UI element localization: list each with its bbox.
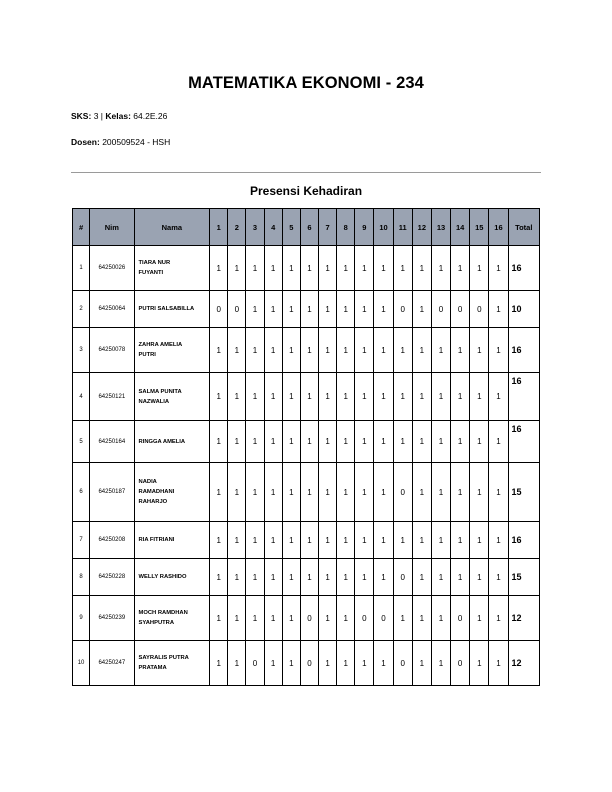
attendance-mark: 1	[451, 328, 470, 373]
attendance-mark: 1	[282, 559, 300, 596]
attendance-mark: 1	[210, 641, 228, 686]
attendance-mark: 1	[228, 246, 246, 291]
attendance-mark: 1	[210, 421, 228, 463]
attendance-mark: 1	[246, 373, 264, 421]
attendance-mark: 0	[393, 641, 412, 686]
attendance-mark: 1	[431, 641, 450, 686]
attendance-mark: 1	[489, 291, 508, 328]
attendance-mark: 1	[431, 596, 450, 641]
nim-cell: 64250239	[90, 596, 134, 641]
name-line: RAMADHANI	[138, 489, 175, 495]
table-row	[73, 641, 540, 686]
attendance-mark: 1	[300, 291, 318, 328]
column-header: 10	[374, 209, 393, 246]
attendance-mark: 1	[282, 291, 300, 328]
attendance-mark: 1	[451, 522, 470, 559]
table-row	[73, 463, 540, 522]
attendance-mark: 1	[393, 328, 412, 373]
total-cell: 16	[508, 522, 539, 559]
attendance-mark: 1	[431, 373, 450, 421]
name-cell	[134, 641, 210, 686]
attendance-mark: 0	[210, 291, 228, 328]
nim-cell: 64250247	[90, 641, 134, 686]
nim-cell: 64250121	[90, 373, 134, 421]
lecturer-info	[71, 137, 170, 147]
attendance-mark: 1	[337, 246, 355, 291]
name-line: PUTRI	[138, 352, 156, 358]
table-row	[73, 559, 540, 596]
table-row	[73, 246, 540, 291]
total-cell: 16	[508, 246, 539, 291]
name-line: RINGGA AMELIA	[138, 438, 186, 445]
name-line: SALMA PUNITA	[138, 388, 182, 395]
attendance-mark: 1	[337, 641, 355, 686]
attendance-mark: 1	[210, 559, 228, 596]
table-row	[73, 522, 540, 559]
attendance-mark: 1	[431, 421, 450, 463]
row-number: 8	[73, 559, 90, 596]
attendance-mark: 1	[489, 596, 508, 641]
attendance-mark: 1	[264, 641, 282, 686]
attendance-mark: 1	[264, 463, 282, 522]
table-row	[73, 421, 540, 463]
attendance-mark: 1	[412, 291, 431, 328]
nim-cell: 64250208	[90, 522, 134, 559]
attendance-mark: 1	[282, 641, 300, 686]
nim-cell: 64250064	[90, 291, 134, 328]
attendance-mark: 1	[337, 373, 355, 421]
attendance-mark: 1	[210, 246, 228, 291]
attendance-mark: 1	[412, 421, 431, 463]
attendance-mark: 1	[374, 522, 393, 559]
attendance-mark: 1	[451, 246, 470, 291]
attendance-mark: 0	[451, 641, 470, 686]
attendance-mark: 1	[451, 373, 470, 421]
attendance-mark: 1	[246, 291, 264, 328]
attendance-mark: 1	[228, 463, 246, 522]
attendance-mark: 1	[246, 522, 264, 559]
name-line: MOCH RAMDHAN	[138, 610, 188, 616]
attendance-mark: 1	[431, 522, 450, 559]
nim-cell: 64250187	[90, 463, 134, 522]
column-header: 3	[246, 209, 264, 246]
attendance-mark: 0	[470, 291, 489, 328]
attendance-mark: 0	[374, 596, 393, 641]
attendance-mark: 1	[300, 559, 318, 596]
name-cell	[134, 463, 210, 522]
row-number: 5	[73, 421, 90, 463]
attendance-mark: 1	[319, 463, 337, 522]
attendance-mark: 1	[264, 522, 282, 559]
attendance-mark: 1	[282, 328, 300, 373]
column-header: 2	[228, 209, 246, 246]
attendance-mark: 1	[470, 559, 489, 596]
total-cell: 16	[508, 421, 539, 463]
attendance-mark: 0	[300, 641, 318, 686]
attendance-mark: 1	[374, 421, 393, 463]
total-cell: 16	[508, 328, 539, 373]
attendance-mark: 1	[355, 246, 374, 291]
attendance-mark: 1	[319, 421, 337, 463]
attendance-mark: 1	[489, 421, 508, 463]
attendance-table	[72, 208, 540, 686]
table-row	[73, 373, 540, 421]
attendance-mark: 1	[300, 246, 318, 291]
divider	[71, 172, 541, 173]
column-header: 16	[489, 209, 508, 246]
attendance-mark: 1	[319, 328, 337, 373]
row-number: 6	[73, 463, 90, 522]
attendance-mark: 1	[431, 559, 450, 596]
attendance-mark: 1	[210, 373, 228, 421]
sks-label: SKS:	[71, 111, 92, 121]
row-number: 9	[73, 596, 90, 641]
attendance-mark: 1	[300, 373, 318, 421]
attendance-mark: 1	[412, 522, 431, 559]
attendance-mark: 1	[282, 246, 300, 291]
table-row	[73, 291, 540, 328]
attendance-mark: 1	[319, 641, 337, 686]
attendance-mark: 1	[470, 328, 489, 373]
attendance-mark: 1	[393, 522, 412, 559]
attendance-mark: 1	[210, 463, 228, 522]
name-line: NADIA	[138, 479, 157, 485]
total-cell: 15	[508, 463, 539, 522]
name-line: TIARA NUR	[138, 260, 171, 266]
attendance-mark: 1	[228, 421, 246, 463]
attendance-mark: 0	[355, 596, 374, 641]
row-number: 3	[73, 328, 90, 373]
attendance-mark: 1	[374, 559, 393, 596]
attendance-mark: 1	[282, 373, 300, 421]
attendance-mark: 0	[393, 291, 412, 328]
attendance-mark: 1	[300, 463, 318, 522]
attendance-mark: 0	[451, 291, 470, 328]
nim-cell: 64250026	[90, 246, 134, 291]
row-number: 4	[73, 373, 90, 421]
column-header: 12	[412, 209, 431, 246]
attendance-mark: 1	[489, 522, 508, 559]
attendance-mark: 1	[337, 291, 355, 328]
column-header: Nim	[90, 209, 134, 246]
attendance-mark: 1	[489, 559, 508, 596]
row-number: 10	[73, 641, 90, 686]
total-cell: 12	[508, 596, 539, 641]
column-header: 11	[393, 209, 412, 246]
name-line: PUTRI SALSABILLA	[138, 306, 195, 312]
attendance-mark: 1	[393, 246, 412, 291]
separator: |	[100, 111, 104, 121]
attendance-mark: 1	[470, 421, 489, 463]
attendance-mark: 1	[374, 291, 393, 328]
attendance-mark: 0	[393, 463, 412, 522]
attendance-mark: 1	[489, 373, 508, 421]
column-header: 1	[210, 209, 228, 246]
attendance-mark: 1	[489, 463, 508, 522]
attendance-mark: 1	[319, 373, 337, 421]
attendance-mark: 1	[355, 421, 374, 463]
attendance-mark: 1	[431, 246, 450, 291]
attendance-mark: 1	[246, 328, 264, 373]
total-cell: 15	[508, 559, 539, 596]
attendance-mark: 1	[393, 596, 412, 641]
name-line: RIA FITRIANI	[138, 537, 175, 543]
attendance-mark: 1	[319, 559, 337, 596]
attendance-mark: 1	[282, 522, 300, 559]
attendance-mark: 1	[412, 373, 431, 421]
attendance-mark: 1	[264, 559, 282, 596]
attendance-mark: 1	[319, 522, 337, 559]
attendance-mark: 1	[431, 328, 450, 373]
name-cell	[134, 328, 210, 373]
attendance-mark: 1	[264, 421, 282, 463]
attendance-mark: 1	[355, 559, 374, 596]
attendance-mark: 1	[319, 596, 337, 641]
attendance-mark: 1	[337, 596, 355, 641]
attendance-mark: 0	[300, 596, 318, 641]
row-number: 1	[73, 246, 90, 291]
attendance-mark: 1	[470, 463, 489, 522]
attendance-mark: 1	[246, 463, 264, 522]
kelas-label: Kelas:	[105, 111, 131, 121]
attendance-mark: 1	[355, 641, 374, 686]
attendance-mark: 1	[319, 291, 337, 328]
attendance-mark: 1	[451, 421, 470, 463]
table-row	[73, 328, 540, 373]
attendance-mark: 1	[412, 328, 431, 373]
attendance-mark: 1	[246, 559, 264, 596]
attendance-mark: 1	[374, 641, 393, 686]
attendance-mark: 1	[393, 421, 412, 463]
attendance-mark: 1	[355, 522, 374, 559]
attendance-mark: 1	[489, 641, 508, 686]
nim-cell: 64250078	[90, 328, 134, 373]
attendance-mark: 1	[264, 291, 282, 328]
attendance-mark: 1	[451, 559, 470, 596]
attendance-mark: 1	[300, 421, 318, 463]
column-header: #	[73, 209, 90, 246]
table-header-row	[73, 209, 540, 246]
attendance-mark: 1	[412, 559, 431, 596]
attendance-mark: 1	[412, 641, 431, 686]
name-line: ZAHRA AMELIA	[138, 342, 183, 348]
attendance-mark: 1	[264, 596, 282, 641]
table-row	[73, 596, 540, 641]
attendance-mark: 1	[374, 373, 393, 421]
name-cell	[134, 421, 210, 463]
dosen-label: Dosen:	[71, 137, 100, 147]
attendance-mark: 0	[451, 596, 470, 641]
name-cell	[134, 596, 210, 641]
attendance-mark: 1	[337, 421, 355, 463]
attendance-mark: 1	[319, 246, 337, 291]
attendance-mark: 1	[489, 328, 508, 373]
attendance-mark: 1	[470, 596, 489, 641]
attendance-mark: 1	[337, 559, 355, 596]
kelas-value: 64.2E.26	[133, 111, 168, 121]
column-header: 9	[355, 209, 374, 246]
attendance-mark: 1	[355, 463, 374, 522]
attendance-mark: 0	[431, 291, 450, 328]
attendance-mark: 1	[282, 421, 300, 463]
attendance-mark: 1	[228, 328, 246, 373]
attendance-mark: 1	[282, 463, 300, 522]
name-cell	[134, 291, 210, 328]
attendance-mark: 1	[210, 522, 228, 559]
page-title: MATEMATIKA EKONOMI - 234	[188, 74, 424, 92]
attendance-mark: 1	[246, 246, 264, 291]
attendance-mark: 1	[337, 463, 355, 522]
attendance-mark: 1	[264, 328, 282, 373]
attendance-mark: 1	[451, 463, 470, 522]
dosen-value: 200509524 - HSH	[102, 137, 171, 147]
attendance-mark: 1	[228, 373, 246, 421]
column-header: 6	[300, 209, 318, 246]
attendance-mark: 0	[228, 291, 246, 328]
attendance-mark: 1	[355, 373, 374, 421]
column-header: 5	[282, 209, 300, 246]
name-line: NAZWALIA	[138, 398, 170, 405]
attendance-mark: 1	[355, 328, 374, 373]
attendance-mark: 0	[393, 559, 412, 596]
attendance-mark: 1	[431, 463, 450, 522]
name-line: WELLY RASHIDO	[138, 574, 187, 580]
section-title: Presensi Kehadiran	[249, 184, 363, 198]
attendance-mark: 1	[412, 463, 431, 522]
attendance-mark: 1	[300, 522, 318, 559]
attendance-mark: 1	[393, 373, 412, 421]
attendance-mark: 1	[246, 596, 264, 641]
column-header: Total	[508, 209, 539, 246]
attendance-mark: 1	[374, 463, 393, 522]
name-cell	[134, 246, 210, 291]
attendance-mark: 1	[228, 559, 246, 596]
attendance-mark: 0	[246, 641, 264, 686]
attendance-mark: 1	[374, 246, 393, 291]
attendance-mark: 1	[489, 246, 508, 291]
attendance-mark: 1	[470, 373, 489, 421]
name-cell	[134, 373, 210, 421]
name-line: PRATAMA	[138, 665, 167, 671]
column-header: Nama	[134, 209, 210, 246]
column-header: 7	[319, 209, 337, 246]
attendance-mark: 1	[264, 246, 282, 291]
column-header: 4	[264, 209, 282, 246]
attendance-mark: 1	[228, 641, 246, 686]
total-cell: 16	[508, 373, 539, 421]
name-cell	[134, 559, 210, 596]
row-number: 2	[73, 291, 90, 328]
attendance-mark: 1	[374, 328, 393, 373]
attendance-mark: 1	[337, 522, 355, 559]
name-line: FUYANTI	[138, 270, 164, 276]
attendance-mark: 1	[337, 328, 355, 373]
column-header: 14	[451, 209, 470, 246]
attendance-mark: 1	[210, 596, 228, 641]
course-info	[71, 111, 167, 121]
column-header: 8	[337, 209, 355, 246]
attendance-mark: 1	[470, 246, 489, 291]
name-cell	[134, 522, 210, 559]
attendance-mark: 1	[470, 522, 489, 559]
nim-cell: 64250228	[90, 559, 134, 596]
attendance-mark: 1	[282, 596, 300, 641]
attendance-mark: 1	[300, 328, 318, 373]
name-line: SYAHPUTRA	[138, 620, 175, 626]
attendance-mark: 1	[470, 641, 489, 686]
attendance-mark: 1	[412, 596, 431, 641]
total-cell: 10	[508, 291, 539, 328]
column-header: 13	[431, 209, 450, 246]
name-line: RAHARJO	[138, 499, 168, 505]
attendance-mark: 1	[355, 291, 374, 328]
attendance-mark: 1	[246, 421, 264, 463]
attendance-mark: 1	[228, 522, 246, 559]
attendance-mark: 1	[210, 328, 228, 373]
total-cell: 12	[508, 641, 539, 686]
row-number: 7	[73, 522, 90, 559]
column-header: 15	[470, 209, 489, 246]
nim-cell: 64250164	[90, 421, 134, 463]
attendance-mark: 1	[264, 373, 282, 421]
name-line: SAYRALIS PUTRA	[138, 655, 189, 661]
sks-value: 3	[93, 111, 99, 121]
attendance-mark: 1	[412, 246, 431, 291]
attendance-mark: 1	[228, 596, 246, 641]
